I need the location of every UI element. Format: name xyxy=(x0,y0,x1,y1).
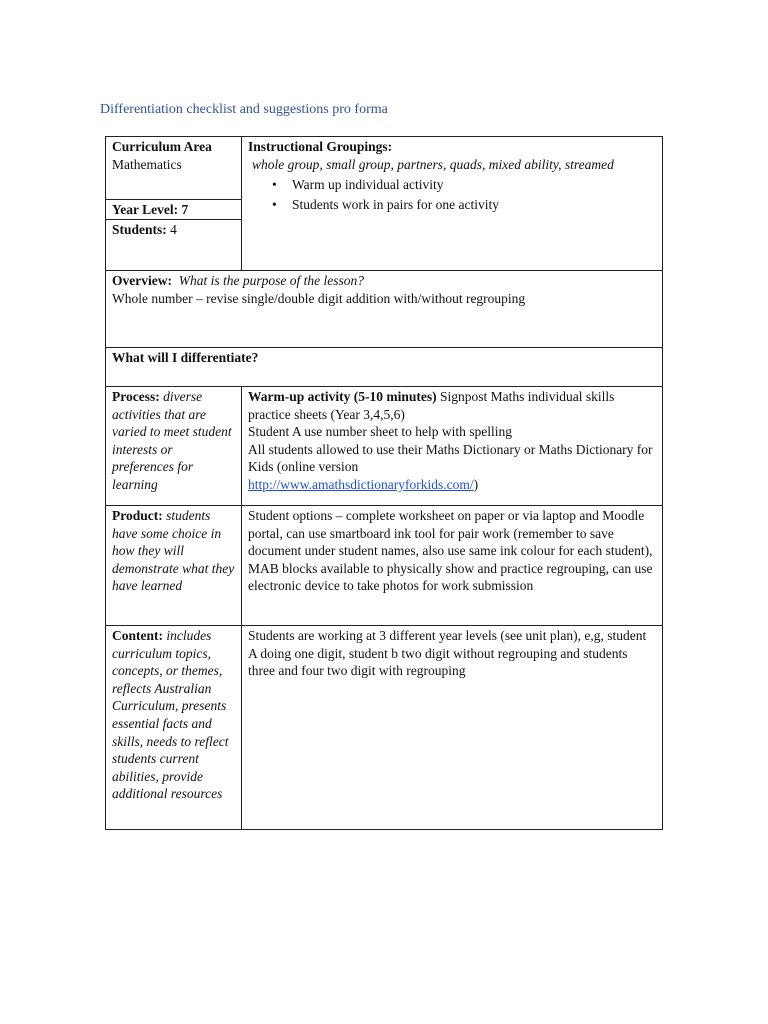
list-item: • Students work in pairs for one activity xyxy=(292,195,656,215)
product-text: Student options – complete worksheet on paper or via laptop and Moodle portal, can use smartboard ink tool for pair work (remember to save document under student names, also use same ink colour for each student), MAB blocks available to physically show and practice regrouping, can use electronic device to take photos for work submission xyxy=(248,508,653,594)
product-label-cell xyxy=(106,506,242,626)
curriculum-area-label: Curriculum Area xyxy=(112,139,212,154)
process-label: Process: xyxy=(112,389,160,404)
year-level-value: 7 xyxy=(181,202,189,217)
content-description: includes curriculum topics, concepts, or themes, reflects Australian Curriculum, presents essential facts and skills, needs to reflect students current abilities, provide additional resources xyxy=(112,628,229,802)
curriculum-area-value: Mathematics xyxy=(112,156,182,172)
groupings-label: Instructional Groupings: xyxy=(248,139,393,154)
list-item: • Warm up individual activity xyxy=(292,175,656,195)
maths-dictionary-link[interactable]: http://www.amathsdictionaryforkids.com/ xyxy=(248,476,474,492)
overview-prompt: What is the purpose of the lesson? xyxy=(178,273,364,288)
curriculum-cell xyxy=(106,137,242,271)
process-text-1: Signpost Maths individual skills practice sheets (Year 3,4,5,6) xyxy=(248,389,615,422)
year-level-block xyxy=(106,199,241,219)
product-label: Product: xyxy=(112,508,163,523)
students-block xyxy=(106,219,241,241)
process-after-link: ) xyxy=(473,476,479,492)
content-label: Content: xyxy=(112,628,163,643)
product-description: students have some choice in how they will demonstrate what they have learned xyxy=(112,508,235,594)
differentiate-heading: What will I differentiate? xyxy=(112,350,259,365)
differentiate-cell xyxy=(106,348,663,387)
overview-label: Overview: xyxy=(112,273,172,288)
process-text-2: Student A use number sheet to help with spelling xyxy=(248,424,512,440)
process-description: diverse activities that are varied to meet student interests or preferences for learning xyxy=(112,389,232,492)
groupings-cell xyxy=(242,137,663,271)
groupings-bullet-list xyxy=(248,175,656,215)
overview-text: Whole number – revise single/double digit addition with/without regrouping xyxy=(112,290,526,306)
content-content-cell xyxy=(242,626,663,830)
process-content-cell xyxy=(242,387,663,506)
process-lead: Warm-up activity (5-10 minutes) xyxy=(248,389,437,404)
process-label-cell xyxy=(106,387,242,506)
content-label-cell xyxy=(106,626,242,830)
document-title: Differentiation checklist and suggestions pro forma xyxy=(100,102,388,117)
students-value: 4 xyxy=(170,222,177,237)
groupings-options: whole group, small group, partners, quads, mixed ability, streamed xyxy=(252,156,614,172)
year-level-label: Year Level: xyxy=(112,202,179,217)
overview-cell xyxy=(106,271,663,348)
students-label: Students: xyxy=(112,222,167,237)
curriculum-area-block xyxy=(106,137,241,199)
process-text-3: All students allowed to use their Maths Dictionary or Maths Dictionary for Kids (online version xyxy=(248,441,653,475)
differentiation-table xyxy=(105,136,663,830)
product-content-cell xyxy=(242,506,663,626)
content-text: Students are working at 3 different year levels (see unit plan), e,g, student A doing one digit, student b two digit without regrouping and students three and four two digit with regrouping xyxy=(248,628,647,679)
